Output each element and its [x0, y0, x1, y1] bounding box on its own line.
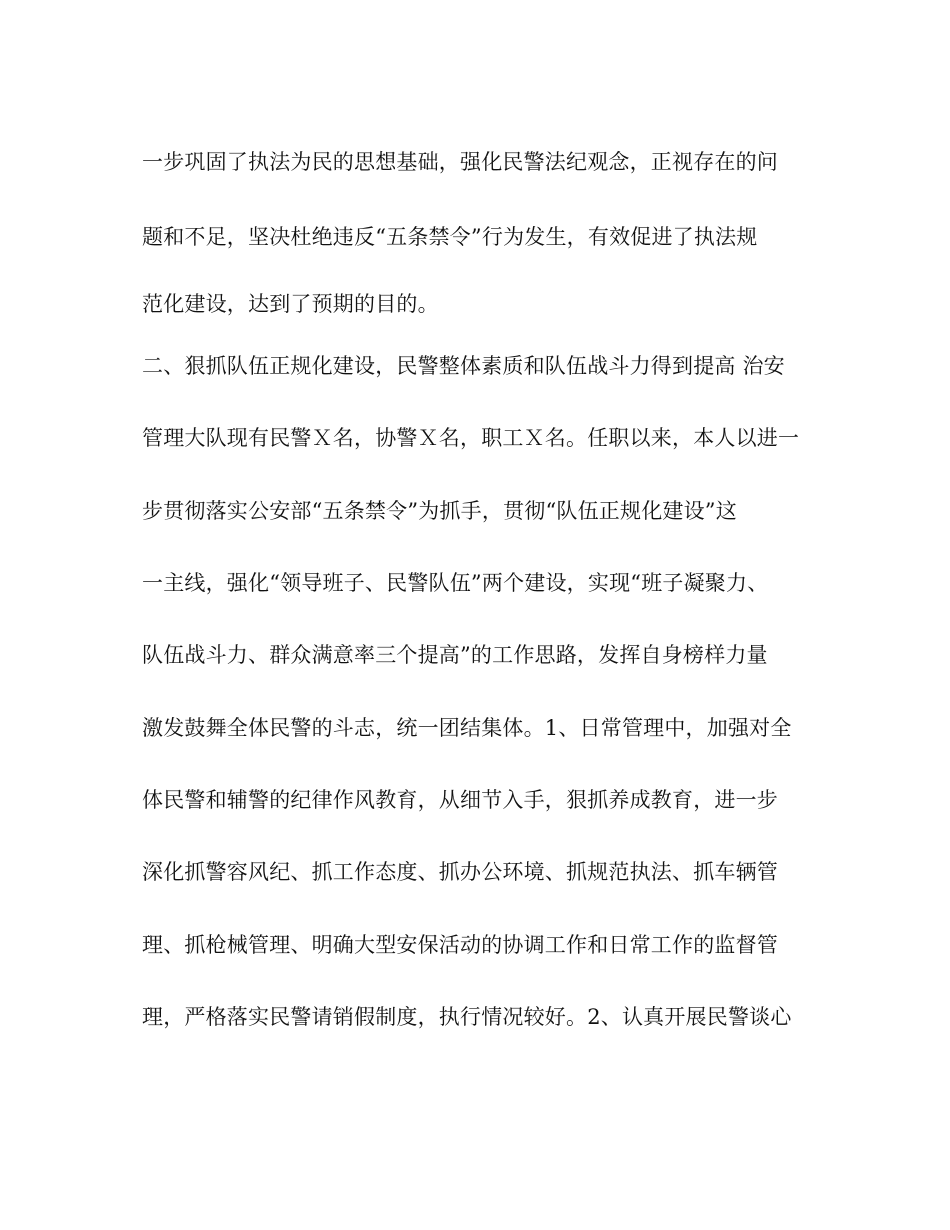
text-line-11: 深化抓警容风纪、抓工作态度、抓办公环境、抓规范执法、抓车辆管: [142, 860, 778, 884]
text-line-2: 题和不足，坚决杜绝违反“五条禁令”行为发生，有效促进了执法规: [142, 225, 758, 249]
text-line-6: 步贯彻落实公安部“五条禁令”为抓手，贯彻“队伍正规化建设”这: [142, 499, 737, 523]
text-line-7: 一主线，强化“领导班子、民警队伍”两个建设，实现“班子凝聚力、: [142, 571, 769, 595]
text-line-12: 理、抓枪械管理、明确大型安保活动的协调工作和日常工作的监督管: [142, 933, 778, 957]
section-heading-line: 二、狠抓队伍正规化建设，民警整体素质和队伍战斗力得到提高 治安: [142, 354, 785, 378]
text-line-5: 管理大队现有民警Ｘ名，协警Ｘ名，职工Ｘ名。任职以来，本人以进一: [142, 426, 800, 450]
text-line-3: 范化建设，达到了预期的目的。: [142, 292, 439, 316]
text-line-13: 理，严格落实民警请销假制度，执行情况较好。2、认真开展民警谈心: [142, 1005, 792, 1029]
text-line-1: 一步巩固了执法为民的思想基础，强化民警法纪观念，正视存在的问: [142, 150, 778, 174]
text-line-10: 体民警和辅警的纪律作风教育，从细节入手，狠抓养成教育，进一步: [142, 788, 778, 812]
text-line-9: 激发鼓舞全体民警的斗志，统一团结集体。1、日常管理中，加强对全: [142, 716, 792, 740]
text-line-8: 队伍战斗力、群众满意率三个提高”的工作思路，发挥自身榜样力量: [142, 643, 768, 667]
